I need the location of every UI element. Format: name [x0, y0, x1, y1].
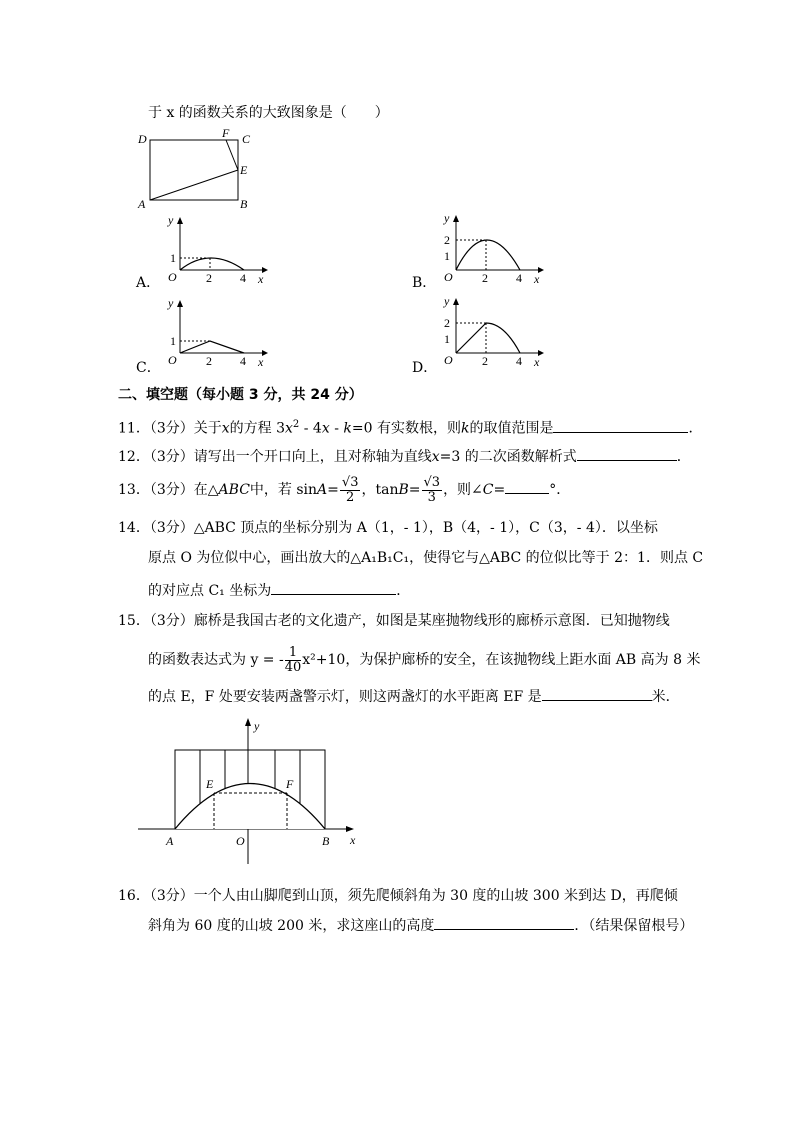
svg-text:O: O	[444, 270, 453, 284]
answer-blank-14[interactable]	[271, 580, 396, 595]
question-11: 11．（3分）关于x的方程 $3x^2 - 4x - k=0$ 有实数根，则k的取值范围是 ．	[118, 419, 703, 437]
svg-text:2: 2	[482, 354, 488, 368]
fraction-sqrt3-over-3: $\frac{√3}{3}$	[423, 474, 441, 505]
bridge-figure	[130, 714, 370, 864]
bridge-label-B: B	[322, 834, 330, 848]
question-15-line2: 的函数表达式为 y = - $\frac{1}{40}$ x²+10，为保护廊桥的安全，在该抛物线上距水面 AB 高为 8 米	[148, 644, 701, 675]
option-a-graph	[160, 212, 270, 286]
svg-text:2: 2	[482, 271, 488, 285]
option-d-graph	[436, 294, 546, 369]
svg-text:4: 4	[240, 271, 246, 285]
rect-label-F: F	[222, 126, 230, 140]
svg-text:y: y	[168, 296, 174, 310]
svg-text:2: 2	[444, 233, 450, 247]
svg-text:1: 1	[170, 334, 176, 348]
option-c-graph	[160, 295, 270, 369]
svg-text:1: 1	[444, 249, 450, 263]
rect-label-E: E	[240, 163, 248, 177]
rect-label-C: C	[242, 132, 251, 146]
question-14-line1: 14．（3分）△ABC 顶点的坐标分别为 A（1，- 1），B（4，- 1），C（3，- 4）．以坐标	[118, 520, 658, 536]
rect-label-A: A	[138, 197, 146, 211]
answer-blank-15[interactable]	[542, 686, 652, 701]
answer-blank-12[interactable]	[577, 446, 677, 461]
fraction-sqrt3-over-2: $\frac{√3}{2}$	[341, 474, 359, 505]
svg-text:2: 2	[206, 354, 212, 368]
question-13: 13．（3分）在△ABC中，若 sinA= $\frac{√3}{2}$ ，tanB= $\frac{√3}{3}$ ，则∠C= °．	[118, 474, 571, 505]
svg-text:y: y	[444, 211, 450, 225]
bridge-label-A: A	[166, 834, 174, 848]
svg-text:O: O	[168, 270, 177, 284]
question-15-line3: 的点 E，F 处要安装两盏警示灯，则这两盏灯的水平距离 EF 是 米．	[148, 686, 680, 707]
svg-text:2: 2	[444, 316, 450, 330]
option-b-graph	[436, 211, 546, 286]
question-16-line1: 16．（3分）一个人由山脚爬到山顶，须先爬倾斜角为 30 度的山坡 300 米到达 D，再爬倾	[118, 888, 678, 904]
section-heading: 二、填空题（每小题 3 分，共 24 分）	[118, 387, 363, 403]
svg-text:y: y	[168, 213, 174, 227]
svg-text:1: 1	[444, 332, 450, 346]
question-12: 12．（3分）请写出一个开口向上，且对称轴为直线x=3 的二次函数解析式 ．	[118, 446, 691, 467]
svg-text:x: x	[534, 272, 540, 286]
svg-text:2: 2	[206, 271, 212, 285]
bridge-label-x: x	[350, 833, 356, 847]
question-15-line1: 15．（3分）廊桥是我国古老的文化遗产，如图是某座抛物线形的廊桥示意图．已知抛物线	[118, 613, 670, 629]
bridge-label-E: E	[206, 777, 214, 791]
question-14-line3: 的对应点 C₁ 坐标为 ．	[148, 580, 410, 601]
svg-text:4: 4	[516, 354, 522, 368]
option-c-label[interactable]: C．	[136, 360, 161, 376]
svg-text:1: 1	[170, 251, 176, 265]
svg-text:O: O	[444, 353, 453, 367]
question-14-line2: 原点 O 为位似中心，画出放大的△A₁B₁C₁，使得它与△ABC 的位似比等于 2：1．则点 C	[148, 550, 704, 566]
svg-text:4: 4	[516, 271, 522, 285]
fraction-1-over-40: $\frac{1}{40}$	[284, 644, 302, 675]
answer-blank-13[interactable]	[505, 479, 549, 494]
svg-text:4: 4	[240, 354, 246, 368]
bridge-label-O: O	[236, 834, 245, 848]
rect-label-B: B	[240, 197, 248, 211]
svg-text:x: x	[534, 355, 540, 369]
q10-stem: 于 x 的函数关系的大致图象是（ ）	[148, 105, 389, 121]
option-d-label[interactable]: D．	[412, 360, 438, 376]
q10-rectangle-figure	[136, 128, 266, 213]
svg-text:x: x	[258, 355, 264, 369]
option-b-label[interactable]: B．	[412, 275, 437, 291]
rect-label-D: D	[138, 132, 147, 146]
svg-text:y: y	[444, 294, 450, 308]
svg-text:x: x	[258, 272, 264, 286]
svg-text:O: O	[168, 353, 177, 367]
question-16-line2: 斜角为 60 度的山坡 200 米，求这座山的高度 ．（结果保留根号）	[148, 915, 693, 936]
option-a-label[interactable]: A．	[136, 275, 161, 291]
answer-blank-11[interactable]	[553, 418, 688, 433]
bridge-label-y: y	[254, 719, 260, 733]
answer-blank-16[interactable]	[434, 915, 574, 930]
bridge-label-F: F	[286, 777, 294, 791]
